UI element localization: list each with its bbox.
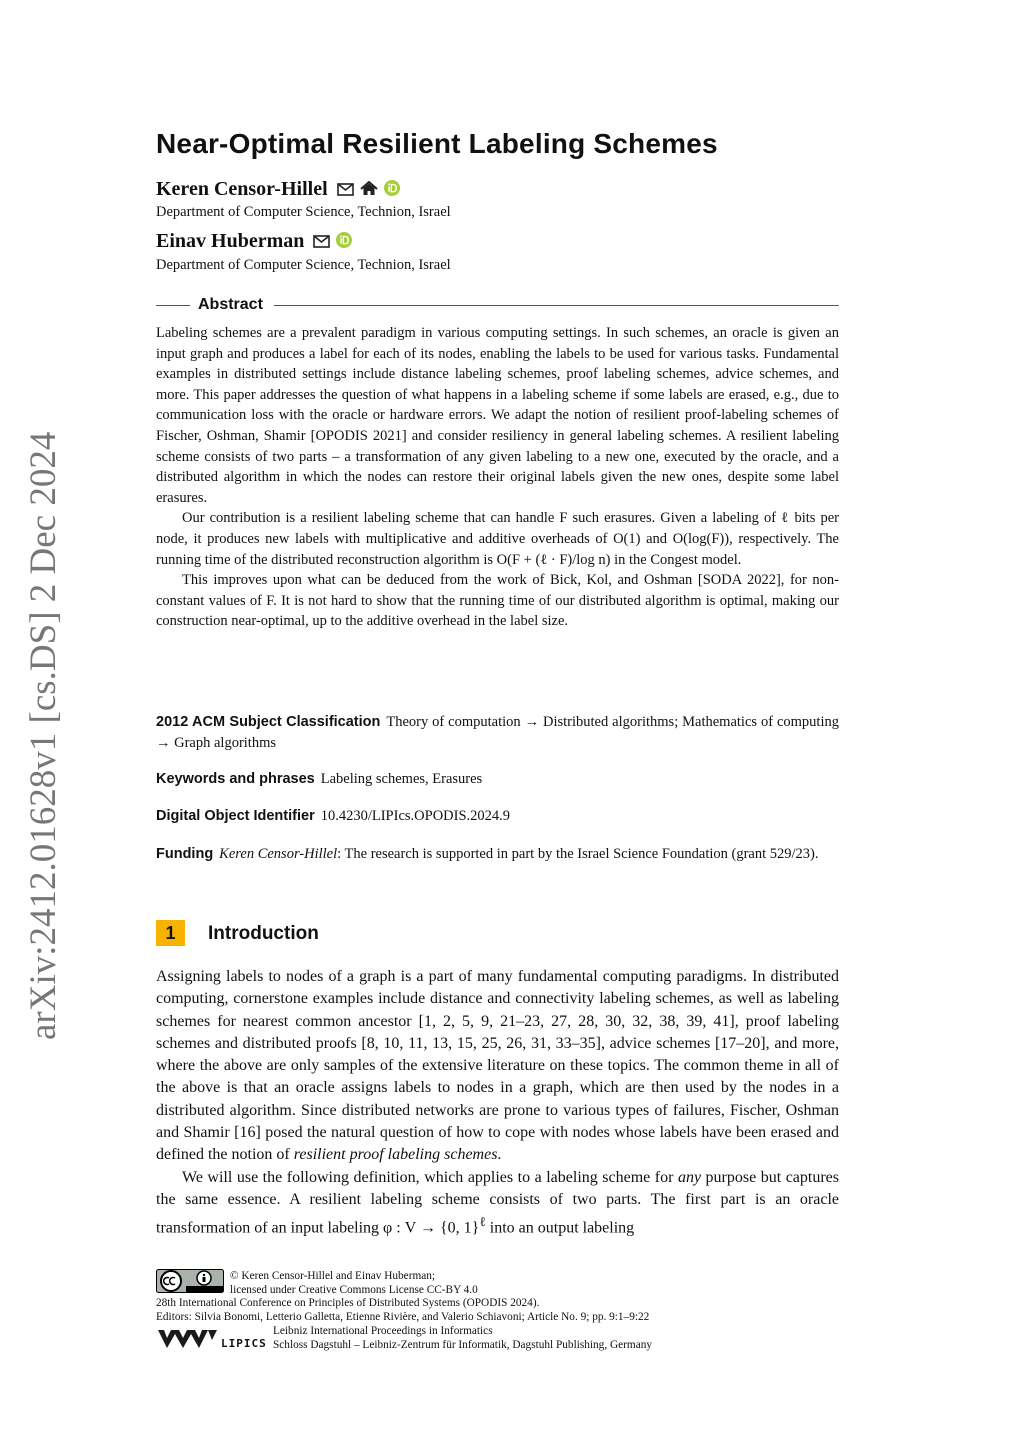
funding (156, 844, 839, 865)
acm-classification (156, 712, 839, 754)
cc-by-logo (156, 1269, 224, 1293)
intro-p2-text-c: into an output labeling (485, 1219, 635, 1237)
author-1 (156, 178, 400, 202)
footer-publisher: Schloss Dagstuhl – Leibniz-Zentrum für Informatik, Dagstuhl Publishing, Germany (273, 1339, 653, 1351)
paper-title: Near-Optimal Resilient Labeling Schemes (156, 128, 718, 159)
email-icon[interactable] (313, 231, 330, 254)
abstract-label: Abstract (198, 296, 263, 313)
lipics-logo-text: LIPICS (221, 1337, 267, 1350)
arxiv-stamp: arXiv:2412.01628v1 [cs.DS] 2 Dec 2024 (23, 431, 64, 1040)
acm-classification-text: Theory of computation → Distributed algorithms; Mathematics of computing → Graph algorithms (156, 714, 839, 751)
orcid-icon[interactable] (384, 179, 400, 202)
abstract-rule-left (156, 305, 190, 306)
section-title: Introduction (208, 923, 319, 944)
intro-p1-emphasis: resilient proof labeling schemes (293, 1146, 498, 1164)
footer-license: licensed under Creative Commons License CC-BY 4.0 (230, 1284, 478, 1296)
keywords (156, 769, 839, 790)
funding-label: Funding (156, 846, 214, 862)
intro-p2-superscript: ℓ (479, 1214, 486, 1230)
intro-paragraph-1 (156, 966, 839, 1167)
author-1-name: Keren Censor-Hillel (156, 178, 328, 200)
abstract-heading (156, 296, 839, 316)
abstract-paragraph-1: Labeling schemes are a prevalent paradigm in various computing settings. In such schemes, an oracle is given an input graph and produces a label for each of its nodes, enabling the labels to be used for various tasks. Fundamental examples in distributed settings include distance labeling schemes, proof labeling schemes, advice schemes, and more. This paper addresses the question of what happens in a labeling scheme if some labels are erased, e.g., due to communication loss with the oracle or hardware errors. We adapt the notion of resilient proof-labeling schemes of Fischer, Oshman, Shamir [OPODIS 2021] and consider resiliency in general labeling schemes. A resilient labeling scheme consists of two parts – a transformation of any given labeling to a new one, executed by the oracle, and a distributed algorithm in which the nodes can restore their original labels given the new ones, despite some label erasures. (156, 325, 839, 506)
doi-link[interactable]: 10.4230/LIPIcs.OPODIS.2024.9 (320, 808, 511, 824)
introduction-body (156, 966, 839, 1240)
acm-classification-label: 2012 ACM Subject Classification (156, 714, 381, 730)
footer-editors: Editors: Silvia Bonomi, Letterio Galletta, Etienne Rivière, and Valerio Schiavoni; Article No. 9; pp. 9:1–9:22 (156, 1311, 650, 1323)
funding-text: : The research is supported in part by the Israel Science Foundation (grant 529/23). (337, 846, 819, 862)
author-1-affiliation: Department of Computer Science, Technion, Israel (156, 204, 451, 220)
doi (156, 806, 839, 827)
abstract-paragraph-3: This improves upon what can be deduced from the work of Bick, Kol, and Oshman [SODA 2022], for non-constant values of F. It is not hard to show that the running time of our distributed algorithm is optimal, making our construction near-optimal, up to the additive overhead in the label size. (156, 572, 839, 630)
keywords-label: Keywords and phrases (156, 771, 315, 787)
keywords-text: Labeling schemes, Erasures (320, 771, 483, 787)
abstract-body (156, 323, 839, 632)
email-icon[interactable] (337, 179, 354, 202)
footer-copyright: © Keren Censor-Hillel and Einav Huberman; (230, 1270, 436, 1282)
footer-conference: 28th International Conference on Principles of Distributed Systems (OPODIS 2024). (156, 1297, 540, 1309)
funding-recipient: Keren Censor-Hillel (219, 846, 338, 862)
intro-paragraph-2 (156, 1167, 839, 1240)
intro-p2-text-a: We will use the following definition, which applies to a labeling scheme for (182, 1168, 678, 1186)
footer-series: Leibniz International Proceedings in Informatics (273, 1325, 493, 1337)
abstract-paragraph-2: Our contribution is a resilient labeling scheme that can handle F such erasures. Given a labeling of ℓ bits per node, it produces new labels with multiplicative and additive overheads of O(1) and O(log(F)), respectively. The running time of the distributed reconstruction algorithm is O(F + (ℓ · F)/log n) in the Congest model. (156, 510, 839, 568)
lipics-logo (158, 1326, 266, 1352)
intro-p2-text-b: purpose but captures the same essence. A resilient labeling scheme consists of two parts. The first part is an oracle transformation of an input labeling φ : V → {0, 1} (156, 1168, 839, 1237)
author-2-name: Einav Huberman (156, 230, 305, 252)
abstract-rule-right (274, 305, 839, 306)
orcid-icon[interactable] (336, 231, 352, 254)
intro-p1-text: Assigning labels to nodes of a graph is a part of many fundamental computing paradigms. In distributed computing, cornerstone examples include distance and connectivity labeling schemes, as well as labeling schemes for nearest common ancestor [1, 2, 5, 9, 21–23, 27, 28, 30, 32, 38, 39, 41], proof labeling schemes and distributed proofs [8, 10, 11, 13, 15, 25, 26, 31, 33–35], advice schemes [17–20], and more, where the above are only samples of the extensive literature on these topics. The common theme in all of the above is that an oracle assigns labels to nodes in a graph, which are then used by the nodes in a distributed algorithm. Since distributed networks are prone to various types of failures, Fischer, Oshman and Shamir [16] posed the natural question of how to cope with nodes whose labels have been erased and defined the notion of (156, 968, 839, 1164)
home-icon[interactable] (360, 179, 378, 202)
author-2 (156, 230, 352, 254)
section-number: 1 (156, 920, 185, 946)
intro-p2-emphasis: any (677, 1168, 702, 1186)
doi-label: Digital Object Identifier (156, 808, 315, 824)
intro-p1-end: . (497, 1146, 502, 1164)
author-2-affiliation: Department of Computer Science, Technion, Israel (156, 257, 451, 273)
